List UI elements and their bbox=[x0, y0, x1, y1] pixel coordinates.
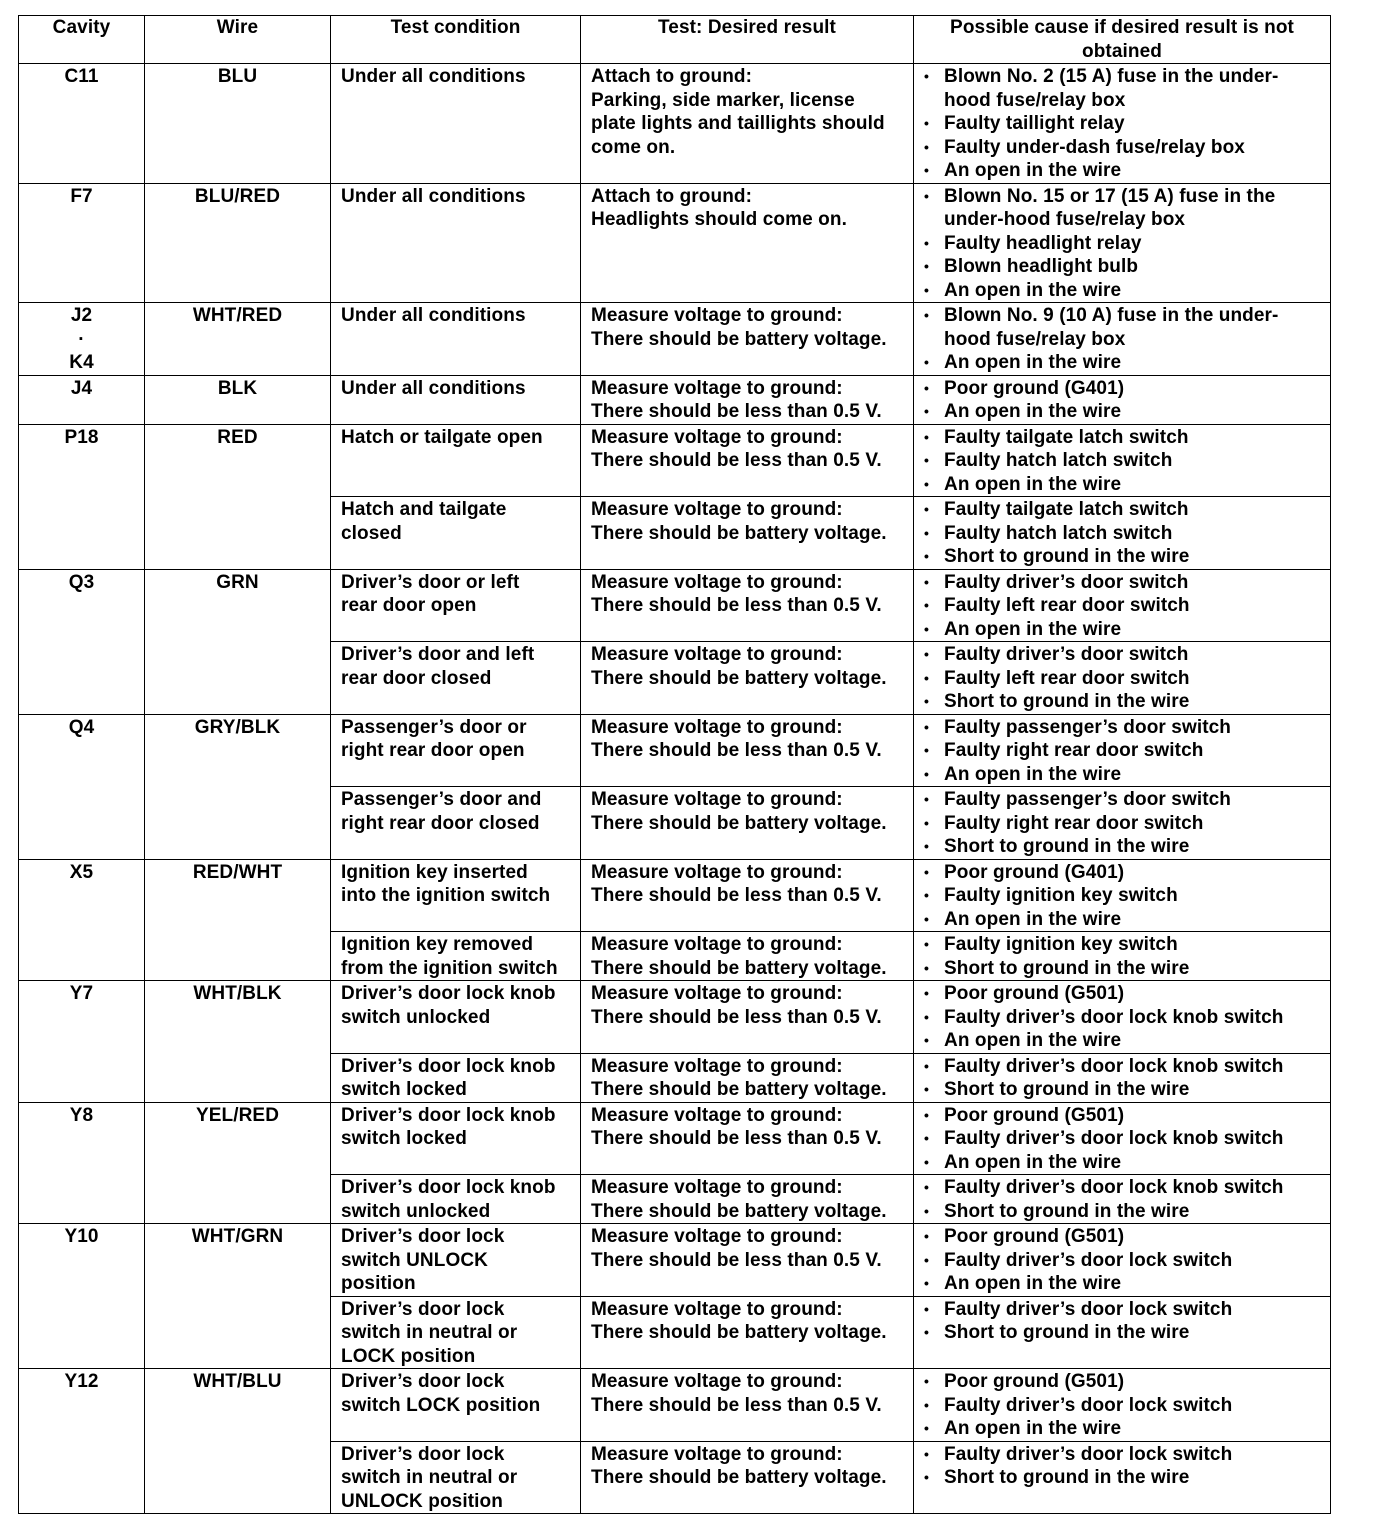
possible-cause-cell bbox=[914, 1175, 1331, 1224]
cavity-cell bbox=[19, 1369, 145, 1514]
cause-bullet-item: • Faulty left rear door switch bbox=[924, 667, 1330, 691]
table-row bbox=[19, 569, 1331, 642]
condition-line: switch UNLOCK bbox=[341, 1249, 488, 1271]
cause-bullet-item: • Poor ground (G401) bbox=[924, 861, 1330, 885]
cause-bullet-item: • Short to ground in the wire bbox=[924, 1078, 1330, 1102]
condition-line: LOCK position bbox=[341, 1345, 476, 1367]
cause-bullet-item: • Faulty passenger’s door switch bbox=[924, 716, 1330, 740]
result-line: Measure voltage to ground: bbox=[591, 305, 843, 326]
cavity-label: Y12 bbox=[64, 1371, 99, 1392]
test-condition-cell bbox=[331, 1053, 581, 1102]
wire-color: WHT/BLK bbox=[193, 983, 282, 1004]
test-condition-cell bbox=[331, 424, 581, 497]
desired-result-cell bbox=[581, 1296, 914, 1369]
condition-line: Hatch and tailgate bbox=[341, 499, 507, 520]
wire-color: YEL/RED bbox=[195, 1104, 280, 1126]
wire-cell bbox=[145, 1102, 331, 1224]
cause-bullet-item: • Faulty tailgate latch switch bbox=[924, 426, 1330, 450]
condition-line: switch in neutral or bbox=[341, 1467, 518, 1488]
result-line: There should be less than 0.5 V. bbox=[591, 401, 882, 422]
desired-result-cell bbox=[581, 1369, 914, 1442]
table-row bbox=[19, 981, 1331, 1054]
cause-continuation: hood fuse/relay box bbox=[944, 89, 1126, 111]
cause-bullet-item: • An open in the wire bbox=[924, 400, 1330, 424]
test-condition-cell bbox=[331, 303, 581, 376]
table-row bbox=[19, 1102, 1331, 1175]
cause-bullet-item: • Poor ground (G501) bbox=[924, 1370, 1330, 1394]
condition-line: Hatch or tailgate open bbox=[341, 426, 543, 448]
cavity-label: J2 bbox=[70, 305, 93, 326]
condition-line: switch in neutral or bbox=[341, 1322, 518, 1343]
result-line: Measure voltage to ground: bbox=[591, 934, 843, 955]
wire-color: WHT/GRN bbox=[191, 1226, 284, 1247]
cavity-label: Y7 bbox=[69, 983, 94, 1004]
cause-bullet-item: • An open in the wire bbox=[924, 351, 1330, 375]
test-condition-cell bbox=[331, 497, 581, 570]
condition-line: Driver’s door lock bbox=[341, 1298, 505, 1320]
result-line: Measure voltage to ground: bbox=[591, 983, 843, 1004]
wire-cell bbox=[145, 981, 331, 1103]
test-condition-cell bbox=[331, 714, 581, 787]
possible-cause-cell bbox=[914, 183, 1331, 303]
test-condition-cell bbox=[331, 642, 581, 715]
cause-bullet-item: • An open in the wire bbox=[924, 1029, 1330, 1053]
test-condition-cell bbox=[331, 64, 581, 184]
cavity-cell bbox=[19, 981, 145, 1103]
cause-bullet-item: • Poor ground (G501) bbox=[924, 982, 1330, 1006]
wire-color: BLK bbox=[217, 377, 258, 399]
desired-result-cell bbox=[581, 303, 914, 376]
desired-result-cell bbox=[581, 1102, 914, 1175]
possible-cause-cell bbox=[914, 569, 1331, 642]
condition-line: Under all conditions bbox=[341, 66, 526, 87]
cavity-cell bbox=[19, 714, 145, 859]
cause-bullet-item: • Poor ground (G501) bbox=[924, 1104, 1330, 1128]
cause-bullet-item: • Short to ground in the wire bbox=[924, 690, 1330, 714]
table-row bbox=[19, 64, 1331, 184]
cavity-cell bbox=[19, 183, 145, 303]
result-line: Measure voltage to ground: bbox=[591, 499, 843, 520]
cavity-label: P18 bbox=[64, 426, 99, 448]
cause-bullet-item: • Faulty driver’s door lock knob switch bbox=[924, 1006, 1330, 1030]
condition-line: switch unlocked bbox=[341, 1006, 491, 1028]
test-condition-cell bbox=[331, 932, 581, 981]
condition-line: right rear door closed bbox=[341, 812, 540, 834]
condition-line: into the ignition switch bbox=[341, 885, 551, 906]
condition-line: Passenger’s door and bbox=[341, 789, 542, 810]
wire-color: GRY/BLK bbox=[194, 716, 281, 738]
test-condition-cell bbox=[331, 1441, 581, 1514]
possible-cause-cell bbox=[914, 1102, 1331, 1175]
test-condition-cell bbox=[331, 981, 581, 1054]
result-line: Measure voltage to ground: bbox=[591, 1226, 843, 1247]
possible-cause-cell bbox=[914, 424, 1331, 497]
result-line: Measure voltage to ground: bbox=[591, 1443, 843, 1465]
result-line: There should be battery voltage. bbox=[591, 667, 887, 689]
cause-bullet-item: • Faulty driver’s door lock switch bbox=[924, 1443, 1330, 1467]
result-line: There should be battery voltage. bbox=[591, 522, 887, 544]
cavity-cell bbox=[19, 64, 145, 184]
cause-bullet-item: • Faulty driver’s door lock knob switch bbox=[924, 1176, 1330, 1200]
cause-bullet-item: • Faulty right rear door switch bbox=[924, 739, 1330, 763]
cause-bullet-item: • Faulty driver’s door lock knob switch bbox=[924, 1127, 1330, 1151]
result-line: Measure voltage to ground: bbox=[591, 1177, 843, 1198]
wire-color: WHT/RED bbox=[192, 305, 283, 326]
cavity-label: F7 bbox=[70, 185, 93, 207]
condition-line: switch unlocked bbox=[341, 1200, 491, 1222]
desired-result-cell bbox=[581, 859, 914, 932]
condition-line: switch locked bbox=[341, 1079, 467, 1100]
table-row bbox=[19, 859, 1331, 932]
condition-line: rear door closed bbox=[341, 667, 492, 689]
header-desired-result: Test: Desired result bbox=[581, 16, 914, 64]
condition-line: Ignition key inserted bbox=[341, 861, 528, 883]
cavity-label: J4 bbox=[70, 377, 93, 399]
result-line: Measure voltage to ground: bbox=[591, 716, 843, 738]
cause-bullet-item: • Short to ground in the wire bbox=[924, 1466, 1330, 1490]
desired-result-cell bbox=[581, 1224, 914, 1297]
result-line: There should be battery voltage. bbox=[591, 1467, 887, 1488]
cause-bullet-item: • Faulty hatch latch switch bbox=[924, 449, 1330, 473]
cause-bullet-item: • Faulty driver’s door lock switch bbox=[924, 1298, 1330, 1322]
condition-line: switch LOCK position bbox=[341, 1394, 541, 1416]
result-line: There should be less than 0.5 V. bbox=[591, 740, 882, 761]
wire-cell bbox=[145, 303, 331, 376]
desired-result-cell bbox=[581, 1441, 914, 1514]
result-line: plate lights and taillights should bbox=[591, 113, 885, 134]
possible-cause-cell bbox=[914, 1053, 1331, 1102]
result-line: Attach to ground: bbox=[591, 185, 753, 207]
test-condition-cell bbox=[331, 1369, 581, 1442]
desired-result-cell bbox=[581, 424, 914, 497]
test-condition-cell bbox=[331, 1102, 581, 1175]
cause-bullet-item: • Poor ground (G501) bbox=[924, 1225, 1330, 1249]
condition-line: Driver’s door lock knob bbox=[341, 1177, 556, 1198]
result-line: There should be battery voltage. bbox=[591, 957, 887, 979]
wire-cell bbox=[145, 859, 331, 981]
desired-result-cell bbox=[581, 183, 914, 303]
result-line: There should be less than 0.5 V. bbox=[591, 1128, 882, 1149]
result-line: There should be battery voltage. bbox=[591, 812, 887, 834]
wire-cell bbox=[145, 375, 331, 424]
possible-cause-cell bbox=[914, 1369, 1331, 1442]
wire-color: RED bbox=[217, 426, 258, 448]
cause-bullet-item: • Faulty taillight relay bbox=[924, 112, 1330, 136]
possible-cause-cell bbox=[914, 497, 1331, 570]
possible-cause-cell bbox=[914, 981, 1331, 1054]
wire-cell bbox=[145, 183, 331, 303]
result-line: Measure voltage to ground: bbox=[591, 789, 843, 810]
desired-result-cell bbox=[581, 1175, 914, 1224]
desired-result-cell bbox=[581, 714, 914, 787]
cause-bullet-item: • Short to ground in the wire bbox=[924, 545, 1330, 569]
cavity-cell bbox=[19, 1224, 145, 1369]
cause-bullet-item: • Faulty headlight relay bbox=[924, 232, 1330, 256]
wire-color: WHT/BLU bbox=[193, 1371, 282, 1392]
cause-bullet-item: • An open in the wire bbox=[924, 1151, 1330, 1175]
wire-cell bbox=[145, 1224, 331, 1369]
condition-line: right rear door open bbox=[341, 740, 525, 761]
wire-color: BLU bbox=[217, 66, 258, 87]
desired-result-cell bbox=[581, 981, 914, 1054]
cavity-label: Q4 bbox=[68, 716, 95, 738]
table-row bbox=[19, 1224, 1331, 1297]
condition-line: switch locked bbox=[341, 1128, 467, 1149]
condition-line: Driver’s door lock bbox=[341, 1443, 505, 1465]
circuit-test-table bbox=[18, 15, 1331, 1514]
cause-bullet-item: • Faulty driver’s door lock switch bbox=[924, 1394, 1330, 1418]
condition-line: rear door open bbox=[341, 595, 477, 616]
cause-bullet-item: • Faulty driver’s door switch bbox=[924, 571, 1330, 595]
cause-bullet-item: • Faulty ignition key switch bbox=[924, 933, 1330, 957]
cause-bullet-item: • Blown No. 15 or 17 (15 A) fuse in the bbox=[924, 185, 1330, 209]
desired-result-cell bbox=[581, 375, 914, 424]
condition-line: Driver’s door lock bbox=[341, 1371, 505, 1392]
header-wire: Wire bbox=[145, 16, 331, 64]
cause-bullet-item: • Faulty driver’s door lock knob switch bbox=[924, 1055, 1330, 1079]
test-condition-cell bbox=[331, 569, 581, 642]
cause-continuation: under-hood fuse/relay box bbox=[944, 209, 1186, 230]
cavity-label: Y8 bbox=[69, 1104, 94, 1126]
cause-bullet-item: • An open in the wire bbox=[924, 1417, 1330, 1441]
desired-result-cell bbox=[581, 1053, 914, 1102]
desired-result-cell bbox=[581, 497, 914, 570]
cause-bullet-item: • Faulty driver’s door lock switch bbox=[924, 1249, 1330, 1273]
possible-cause-cell bbox=[914, 859, 1331, 932]
condition-line: closed bbox=[341, 522, 402, 544]
result-line: Attach to ground: bbox=[591, 66, 753, 87]
result-line: Measure voltage to ground: bbox=[591, 1104, 843, 1126]
test-condition-cell bbox=[331, 375, 581, 424]
possible-cause-cell bbox=[914, 1441, 1331, 1514]
result-line: There should be less than 0.5 V. bbox=[591, 1249, 882, 1271]
result-line: Measure voltage to ground: bbox=[591, 571, 843, 593]
condition-line: UNLOCK position bbox=[341, 1490, 503, 1512]
table-row bbox=[19, 303, 1331, 376]
test-condition-cell bbox=[331, 859, 581, 932]
cause-bullet-item: • Blown No. 2 (15 A) fuse in the under- bbox=[924, 65, 1330, 89]
cause-bullet-item: • An open in the wire bbox=[924, 279, 1330, 303]
wire-color: GRN bbox=[216, 571, 259, 593]
result-line: There should be battery voltage. bbox=[591, 328, 887, 350]
condition-line: Under all conditions bbox=[341, 185, 526, 207]
cavity-cell bbox=[19, 375, 145, 424]
result-line: There should be less than 0.5 V. bbox=[591, 885, 882, 906]
result-line: There should be less than 0.5 V. bbox=[591, 450, 882, 471]
wire-cell bbox=[145, 1369, 331, 1514]
condition-line: Driver’s door or left bbox=[341, 571, 520, 593]
wire-color: BLU/RED bbox=[194, 185, 281, 207]
result-line: There should be battery voltage. bbox=[591, 1079, 887, 1100]
result-line: There should be less than 0.5 V. bbox=[591, 1006, 882, 1028]
cavity-cell bbox=[19, 569, 145, 714]
test-condition-cell bbox=[331, 1175, 581, 1224]
condition-line: Under all conditions bbox=[341, 377, 526, 399]
cause-bullet-item: • Short to ground in the wire bbox=[924, 1321, 1330, 1345]
result-line: Measure voltage to ground: bbox=[591, 861, 843, 883]
result-line: Measure voltage to ground: bbox=[591, 644, 843, 665]
table-body bbox=[19, 64, 1331, 1514]
result-line: Headlights should come on. bbox=[591, 209, 847, 230]
possible-cause-cell bbox=[914, 1224, 1331, 1297]
cavity-label: K4 bbox=[69, 352, 94, 373]
cause-bullet-item: • Faulty driver’s door switch bbox=[924, 643, 1330, 667]
condition-line: from the ignition switch bbox=[341, 957, 558, 979]
cause-bullet-item: • Short to ground in the wire bbox=[924, 835, 1330, 859]
possible-cause-cell bbox=[914, 303, 1331, 376]
result-line: Measure voltage to ground: bbox=[591, 426, 843, 448]
possible-cause-cell bbox=[914, 932, 1331, 981]
cause-bullet-item: • An open in the wire bbox=[924, 1272, 1330, 1296]
cause-bullet-item: • Poor ground (G401) bbox=[924, 377, 1330, 401]
desired-result-cell bbox=[581, 569, 914, 642]
possible-cause-cell bbox=[914, 375, 1331, 424]
cavity-cell bbox=[19, 303, 145, 376]
test-condition-cell bbox=[331, 787, 581, 860]
possible-cause-cell bbox=[914, 1296, 1331, 1369]
condition-line: Driver’s door and left bbox=[341, 644, 535, 665]
condition-line: Ignition key removed bbox=[341, 934, 534, 955]
result-line: There should be battery voltage. bbox=[591, 1322, 887, 1343]
cause-bullet-item: • Blown headlight bulb bbox=[924, 255, 1330, 279]
cause-bullet-item: • An open in the wire bbox=[924, 908, 1330, 932]
cause-bullet-item: • An open in the wire bbox=[924, 618, 1330, 642]
cause-bullet-item: • Blown No. 9 (10 A) fuse in the under- bbox=[924, 304, 1330, 328]
desired-result-cell bbox=[581, 642, 914, 715]
header-row bbox=[19, 16, 1331, 64]
wire-cell bbox=[145, 569, 331, 714]
cause-bullet-item: • An open in the wire bbox=[924, 159, 1330, 183]
possible-cause-cell bbox=[914, 642, 1331, 715]
table-row bbox=[19, 424, 1331, 497]
cause-bullet-item: • Faulty ignition key switch bbox=[924, 884, 1330, 908]
condition-line: Driver’s door lock knob bbox=[341, 983, 556, 1004]
cause-bullet-item: • An open in the wire bbox=[924, 763, 1330, 787]
cause-bullet-item: • Faulty under-dash fuse/relay box bbox=[924, 136, 1330, 160]
result-line: Measure voltage to ground: bbox=[591, 377, 843, 399]
cause-bullet-item: • Faulty left rear door switch bbox=[924, 594, 1330, 618]
result-line: There should be less than 0.5 V. bbox=[591, 595, 882, 616]
result-line: There should be less than 0.5 V. bbox=[591, 1394, 882, 1416]
wire-color: RED/WHT bbox=[192, 861, 283, 883]
wire-cell bbox=[145, 714, 331, 859]
cause-bullet-item: • An open in the wire bbox=[924, 473, 1330, 497]
result-line: come on. bbox=[591, 136, 676, 158]
condition-line: Under all conditions bbox=[341, 305, 526, 326]
wire-cell bbox=[145, 424, 331, 569]
desired-result-cell bbox=[581, 932, 914, 981]
cavity-label: · bbox=[78, 328, 85, 350]
possible-cause-cell bbox=[914, 714, 1331, 787]
cavity-label: C11 bbox=[64, 66, 99, 87]
condition-line: Driver’s door lock bbox=[341, 1226, 505, 1247]
desired-result-cell bbox=[581, 787, 914, 860]
cavity-label: Q3 bbox=[68, 571, 95, 593]
table-row bbox=[19, 183, 1331, 303]
cause-bullet-item: • Short to ground in the wire bbox=[924, 1200, 1330, 1224]
cavity-label: Y10 bbox=[64, 1226, 99, 1247]
desired-result-cell bbox=[581, 64, 914, 184]
test-condition-cell bbox=[331, 183, 581, 303]
result-line: Measure voltage to ground: bbox=[591, 1055, 843, 1077]
cavity-cell bbox=[19, 424, 145, 569]
condition-line: Driver’s door lock knob bbox=[341, 1055, 556, 1077]
test-condition-cell bbox=[331, 1224, 581, 1297]
cause-bullet-item: • Faulty passenger’s door switch bbox=[924, 788, 1330, 812]
result-line: Measure voltage to ground: bbox=[591, 1371, 843, 1392]
table-row bbox=[19, 714, 1331, 787]
condition-line: Passenger’s door or bbox=[341, 716, 527, 738]
wire-cell bbox=[145, 64, 331, 184]
result-line: Measure voltage to ground: bbox=[591, 1298, 843, 1320]
cavity-label: X5 bbox=[69, 861, 94, 883]
condition-line: position bbox=[341, 1273, 416, 1294]
possible-cause-cell bbox=[914, 64, 1331, 184]
result-line: Parking, side marker, license bbox=[591, 89, 855, 111]
cavity-cell bbox=[19, 859, 145, 981]
test-condition-cell bbox=[331, 1296, 581, 1369]
cause-continuation: hood fuse/relay box bbox=[944, 328, 1126, 350]
condition-line: Driver’s door lock knob bbox=[341, 1104, 556, 1126]
cavity-cell bbox=[19, 1102, 145, 1224]
table-row bbox=[19, 1369, 1331, 1442]
possible-cause-cell bbox=[914, 787, 1331, 860]
header-cavity: Cavity bbox=[19, 16, 145, 64]
cause-bullet-item: • Short to ground in the wire bbox=[924, 957, 1330, 981]
cause-bullet-item: • Faulty right rear door switch bbox=[924, 812, 1330, 836]
header-test-condition: Test condition bbox=[331, 16, 581, 64]
cause-bullet-item: • Faulty hatch latch switch bbox=[924, 522, 1330, 546]
table-row bbox=[19, 375, 1331, 424]
header-possible-cause: Possible cause if desired result is not obtained bbox=[914, 16, 1331, 64]
cause-bullet-item: • Faulty tailgate latch switch bbox=[924, 498, 1330, 522]
result-line: There should be battery voltage. bbox=[591, 1200, 887, 1222]
